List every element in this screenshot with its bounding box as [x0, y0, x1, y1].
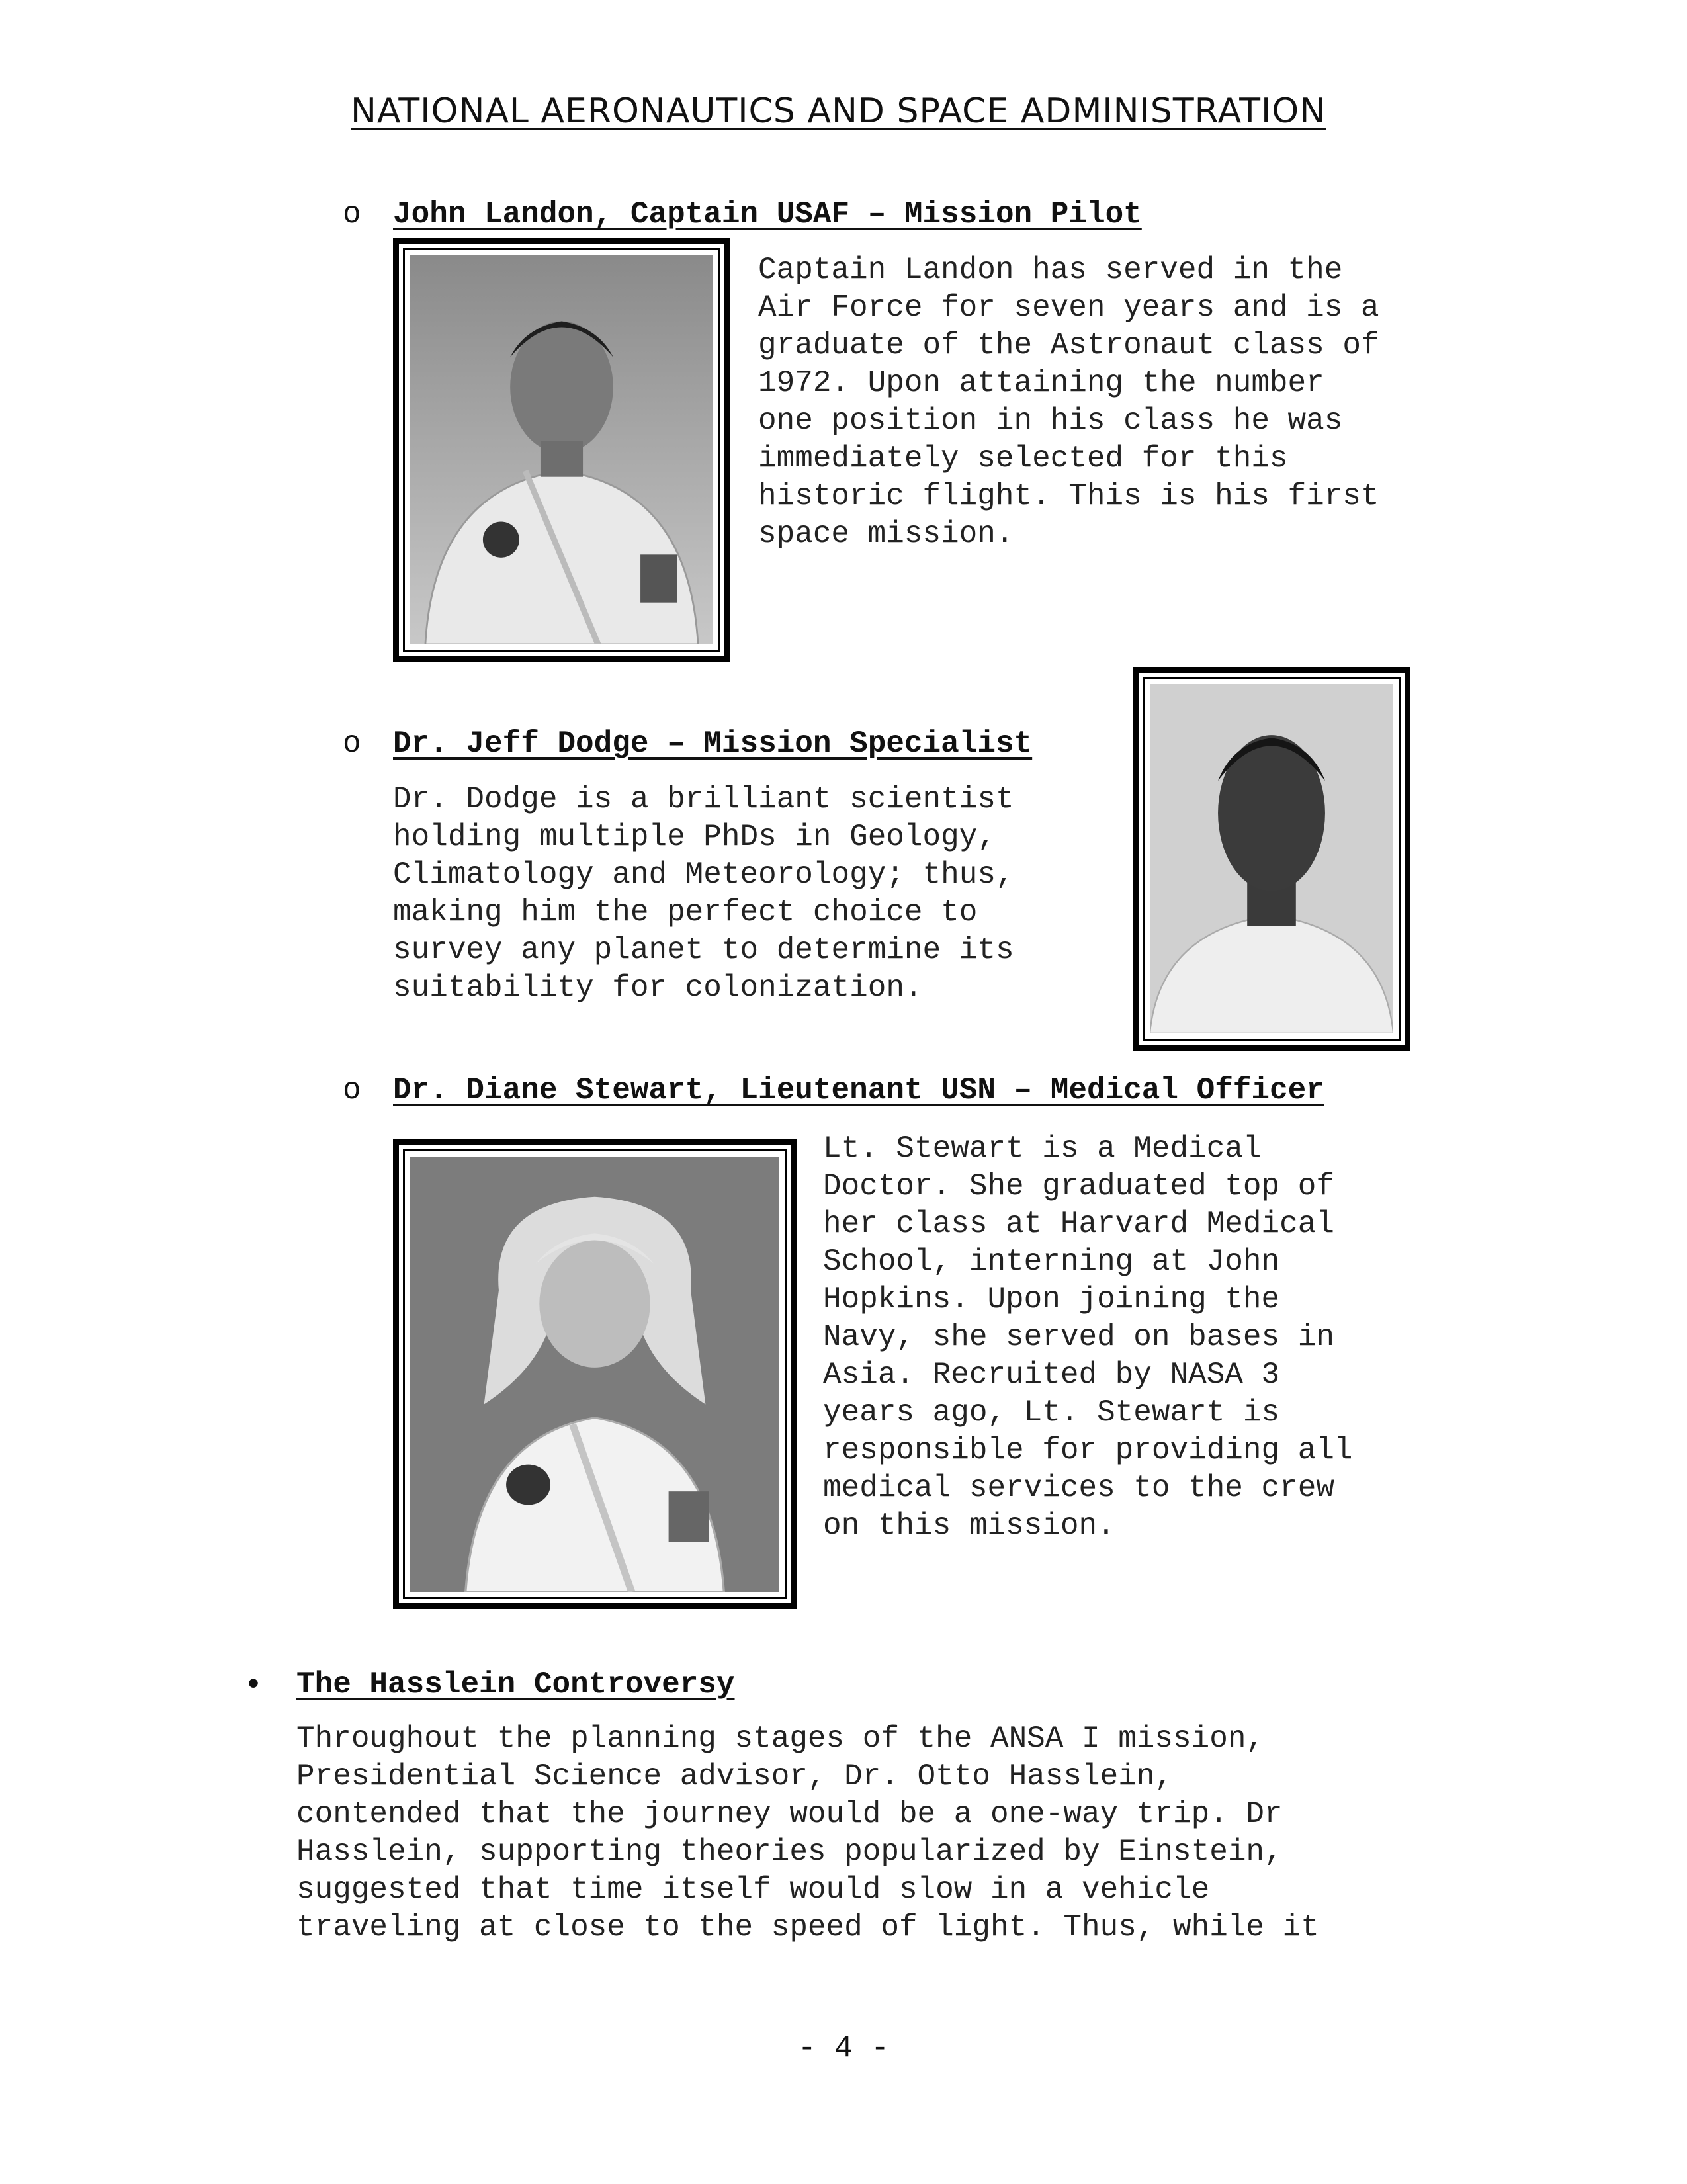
astronaut-portrait-icon [1150, 684, 1393, 1033]
photo-john-landon [393, 238, 730, 662]
section-bullet: • [243, 1667, 264, 1705]
photo-jeff-dodge [1133, 667, 1410, 1051]
photo-diane-stewart [393, 1139, 797, 1609]
crew-bio-landon: Captain Landon has served in the Air Force for seven years and is a graduate of the Astronaut class of 1972. Upon attaining the number one position in his class he was immediately selected for this historic flight. This is his first space mission. [758, 253, 1379, 551]
crew-heading-stewart: Dr. Diane Stewart, Lieutenant USN – Medical Officer [393, 1073, 1324, 1108]
page-number: - 4 - [797, 2031, 890, 2066]
page-header: NATIONAL AERONAUTICS AND SPACE ADMINISTRATION [351, 91, 1326, 131]
astronaut-portrait-icon [410, 255, 713, 644]
crew-bio-dodge: Dr. Dodge is a brilliant scientist holding multiple PhDs in Geology, Climatology and Meteorology; thus, making him the perfect choice to survey any planet to determine its suitability for colonization. [393, 782, 1014, 1005]
astronaut-portrait-icon [410, 1157, 779, 1592]
crew-bullet-stewart: o [343, 1073, 361, 1108]
crew-heading-landon: John Landon, Captain USAF – Mission Pilot [393, 197, 1142, 232]
crew-bullet-landon: o [343, 197, 361, 232]
crew-heading-dodge: Dr. Jeff Dodge – Mission Specialist [393, 726, 1033, 761]
crew-bio-stewart: Lt. Stewart is a Medical Doctor. She graduated top of her class at Harvard Medical School, interning at John Hopkins. Upon joining the Navy, she served on bases in Asia. Recruited by NASA 3 years ago, Lt. Stewart is responsible for providing all medical services to the crew on this mission. [823, 1131, 1353, 1543]
section-body: Throughout the planning stages of the ANSA I mission, Presidential Science advisor, Dr. Otto Hasslein, contended that the journey would be a one-way trip. Dr Hasslein, supporting theories popularized by Einstein, suggested that time itself would slow in a vehicle traveling at close to the speed of light. Thus, while it [296, 1722, 1319, 1944]
section-heading: The Hasslein Controversy [296, 1667, 735, 1702]
crew-bullet-dodge: o [343, 726, 361, 761]
